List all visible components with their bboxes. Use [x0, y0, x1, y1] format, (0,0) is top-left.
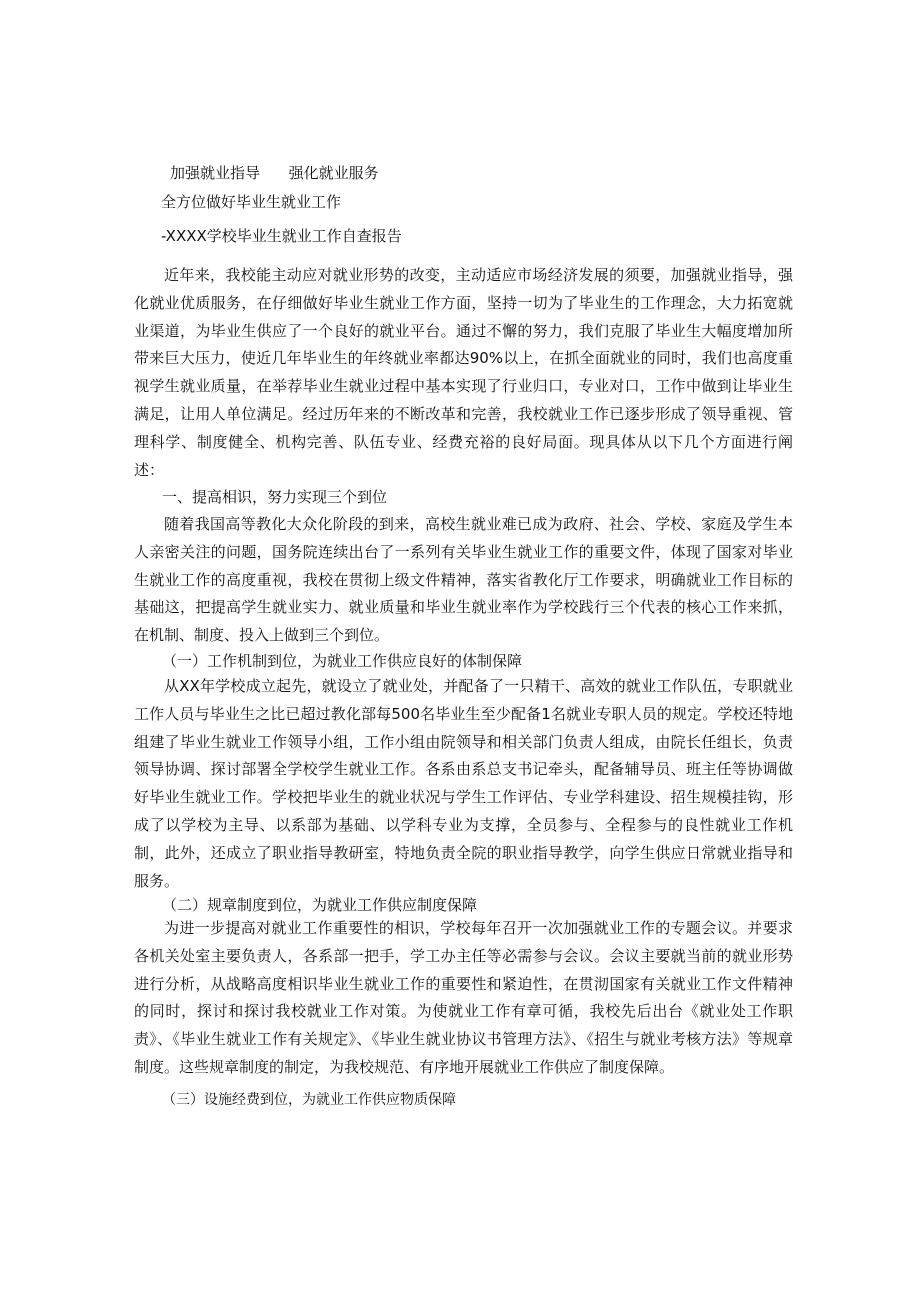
subsection-2-paragraph-block — [134, 915, 793, 1082]
subsection-heading-2: （二）规章制度到位，为就业工作供应制度保障 — [162, 896, 478, 914]
title-line-1: 加强就业指导 强化就业服务 — [170, 164, 379, 182]
section-1-paragraph: 随着我国高等教化大众化阶段的到来，高校生就业难已成为政府、社会、学校、家庭及学生本人亲密关注的问题，国务院连续出台了一系列有关毕业生就业工作的重要文件，体现了国家对毕业生就业工作的高度重视，我校在贯彻上级文件精神，落实省教化厅工作要求，明确就业工作目标的基础这，把提高学生就业实力、就业质量和毕业生就业率作为学校践行三个代表的核心工作来抓，在机制、制度、投入上做到三个到位。 — [134, 515, 793, 645]
subsection-heading-1: （一）工作机制到位，为就业工作供应良好的体制保障 — [162, 652, 523, 670]
section-heading-1: 一、提高相识，努力实现三个到位 — [162, 488, 388, 506]
intro-paragraph-block — [134, 262, 793, 484]
subtitle: -XXXX学校毕业生就业工作自查报告 — [161, 227, 402, 245]
subsection-2-paragraph: 为进一步提高对就业工作重要性的相识，学校每年召开一次加强就业工作的专题会议。并要求各机关处室主要负责人，各系部一把手，学工办主任等必需参与会议。会议主要就当前的就业形势进行分析，从战略高度相识毕业生就业工作的重要性和紧迫性，在贯沏国家有关就业工作文件精神的同时，探讨和探讨我校就业工作对策。为使就业工作有章可循，我校先后出台《就业处工作职责》、《毕业生就业工作有关规定》、《毕业生就业协议书管理方法》、《招生与就业考核方法》等规章制度。这些规章制度的制定，为我校规范、有序地开展就业工作供应了制度保障。 — [134, 919, 793, 1076]
intro-paragraph: 近年来，我校能主动应对就业形势的改变，主动适应市场经济发展的须要，加强就业指导，强化就业优质服务，在仔细做好毕业生就业工作方面，坚持一切为了毕业生的工作理念，大力拓宽就业渠道，为毕业生供应了一个良好的就业平台。通过不懈的努力，我们克服了毕业生大幅度增加所带来巨大压力，使近几年毕业生的年终就业率都达90%以上，在抓全面就业的同时，我们也高度重视学生就业质量，在举荐毕业生就业过程中基本实现了行业归口，专业对口，工作中做到让毕业生满足，让用人单位满足。经过历年来的不断改革和完善，我校就业工作已逐步形成了领导重视、管理科学、制度健全、机构完善、队伍专业、经费充裕的良好局面。现具体从以下几个方面进行阐述： — [134, 266, 793, 479]
subsection-heading-3: （三）设施经费到位，为就业工作供应物质保障 — [162, 1092, 456, 1108]
title-line-2: 全方位做好毕业生就业工作 — [161, 193, 342, 211]
subsection-1-paragraph-block — [134, 673, 793, 895]
subsection-1-paragraph: 从XX年学校成立起先，就设立了就业处，并配备了一只精干、高效的就业工作队伍，专职就业工作人员与毕业生之比已超过教化部每500名毕业生至少配备1名就业专职人员的规定。学校还特地组建了毕业生就业工作领导小组，工作小组由院领导和相关部门负责人组成，由院长任组长，负责领导协调、探讨部署全学校学生就业工作。各系由系总支书记牵头，配备辅导员、班主任等协调做好毕业生就业工作。学校把毕业生的就业状况与学生工作评估、专业学科建设、招生规模挂钩，形成了以学校为主导、以系部为基础、以学科专业为支撑，全员参与、全程参与的良性就业工作机制，此外，还成立了职业指导教研室，特地负责全院的职业指导教学，向学生供应日常就业指导和服务。 — [134, 677, 793, 890]
section-1-paragraph-block — [134, 511, 793, 650]
